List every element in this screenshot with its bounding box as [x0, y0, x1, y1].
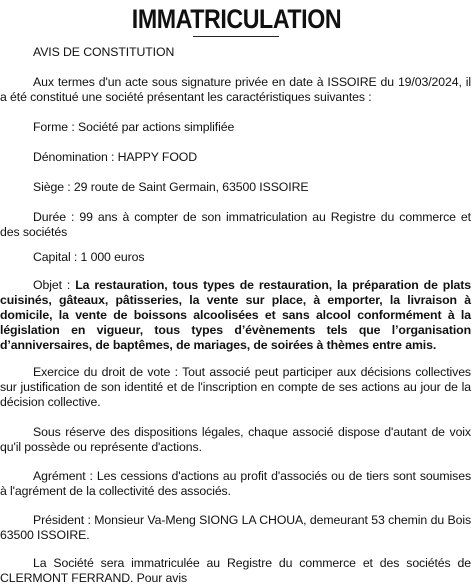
objet-text: La restauration, tous types de restauration, la préparation de plats cuisinés, gâteaux, pâtisseries, la vente sur place, à emporter, la livraison à domicile, la vente de boissons alcoolisées et sans alcool conformément à la législation en vigueur, tous types d’évènements tels que l’organisation d’anniversaires, de baptêmes, de mariages, de soirées à thèmes entre amis.: [0, 278, 472, 352]
president-paragraph: Président : Monsieur Va-Meng SIONG LA CHOUA, demeurant 53 chemin du Bois 63500 ISSOIRE.: [0, 513, 471, 542]
reserve-paragraph: Sous réserve des dispositions légales, chaque associé dispose d'autant de voix qu'il possède ou représente d'actions.: [0, 425, 471, 454]
agrement-paragraph: Agrément : Les cessions d'actions au profit d'associés ou de tiers sont soumises à l'agrément de la collectivité des associés.: [0, 469, 471, 498]
title-underline: [193, 36, 279, 37]
vote-paragraph: Exercice du droit de vote : Tout associé peut participer aux décisions collectives sur justification de son identité et de l'inscription en compte de ses actions au jour de la décision collective.: [0, 365, 471, 409]
siege-line: Siège : 29 route de Saint Germain, 63500 ISSOIRE: [33, 180, 309, 194]
notice-heading: AVIS DE CONSTITUTION: [33, 45, 175, 59]
objet-paragraph: [0, 278, 471, 353]
objet-label: Objet :: [33, 278, 76, 292]
capital-line: Capital : 1 000 euros: [33, 250, 145, 264]
denomination-line: Dénomination : HAPPY FOOD: [33, 150, 198, 164]
intro-paragraph: Aux termes d'un acte sous signature privée en date à ISSOIRE du 19/03/2024, il a été constitué une société présentant les caractéristiques suivantes :: [0, 75, 471, 104]
rcs-paragraph: La Société sera immatriculée au Registre du commerce et des sociétés de CLERMONT FERRAND. Pour avis: [0, 556, 471, 585]
forme-line: Forme : Société par actions simplifiée: [33, 120, 235, 134]
notice-title: IMMATRICULATION: [131, 4, 342, 34]
duree-paragraph: Durée : 99 ans à compter de son immatriculation au Registre du commerce et des sociétés: [0, 210, 471, 239]
